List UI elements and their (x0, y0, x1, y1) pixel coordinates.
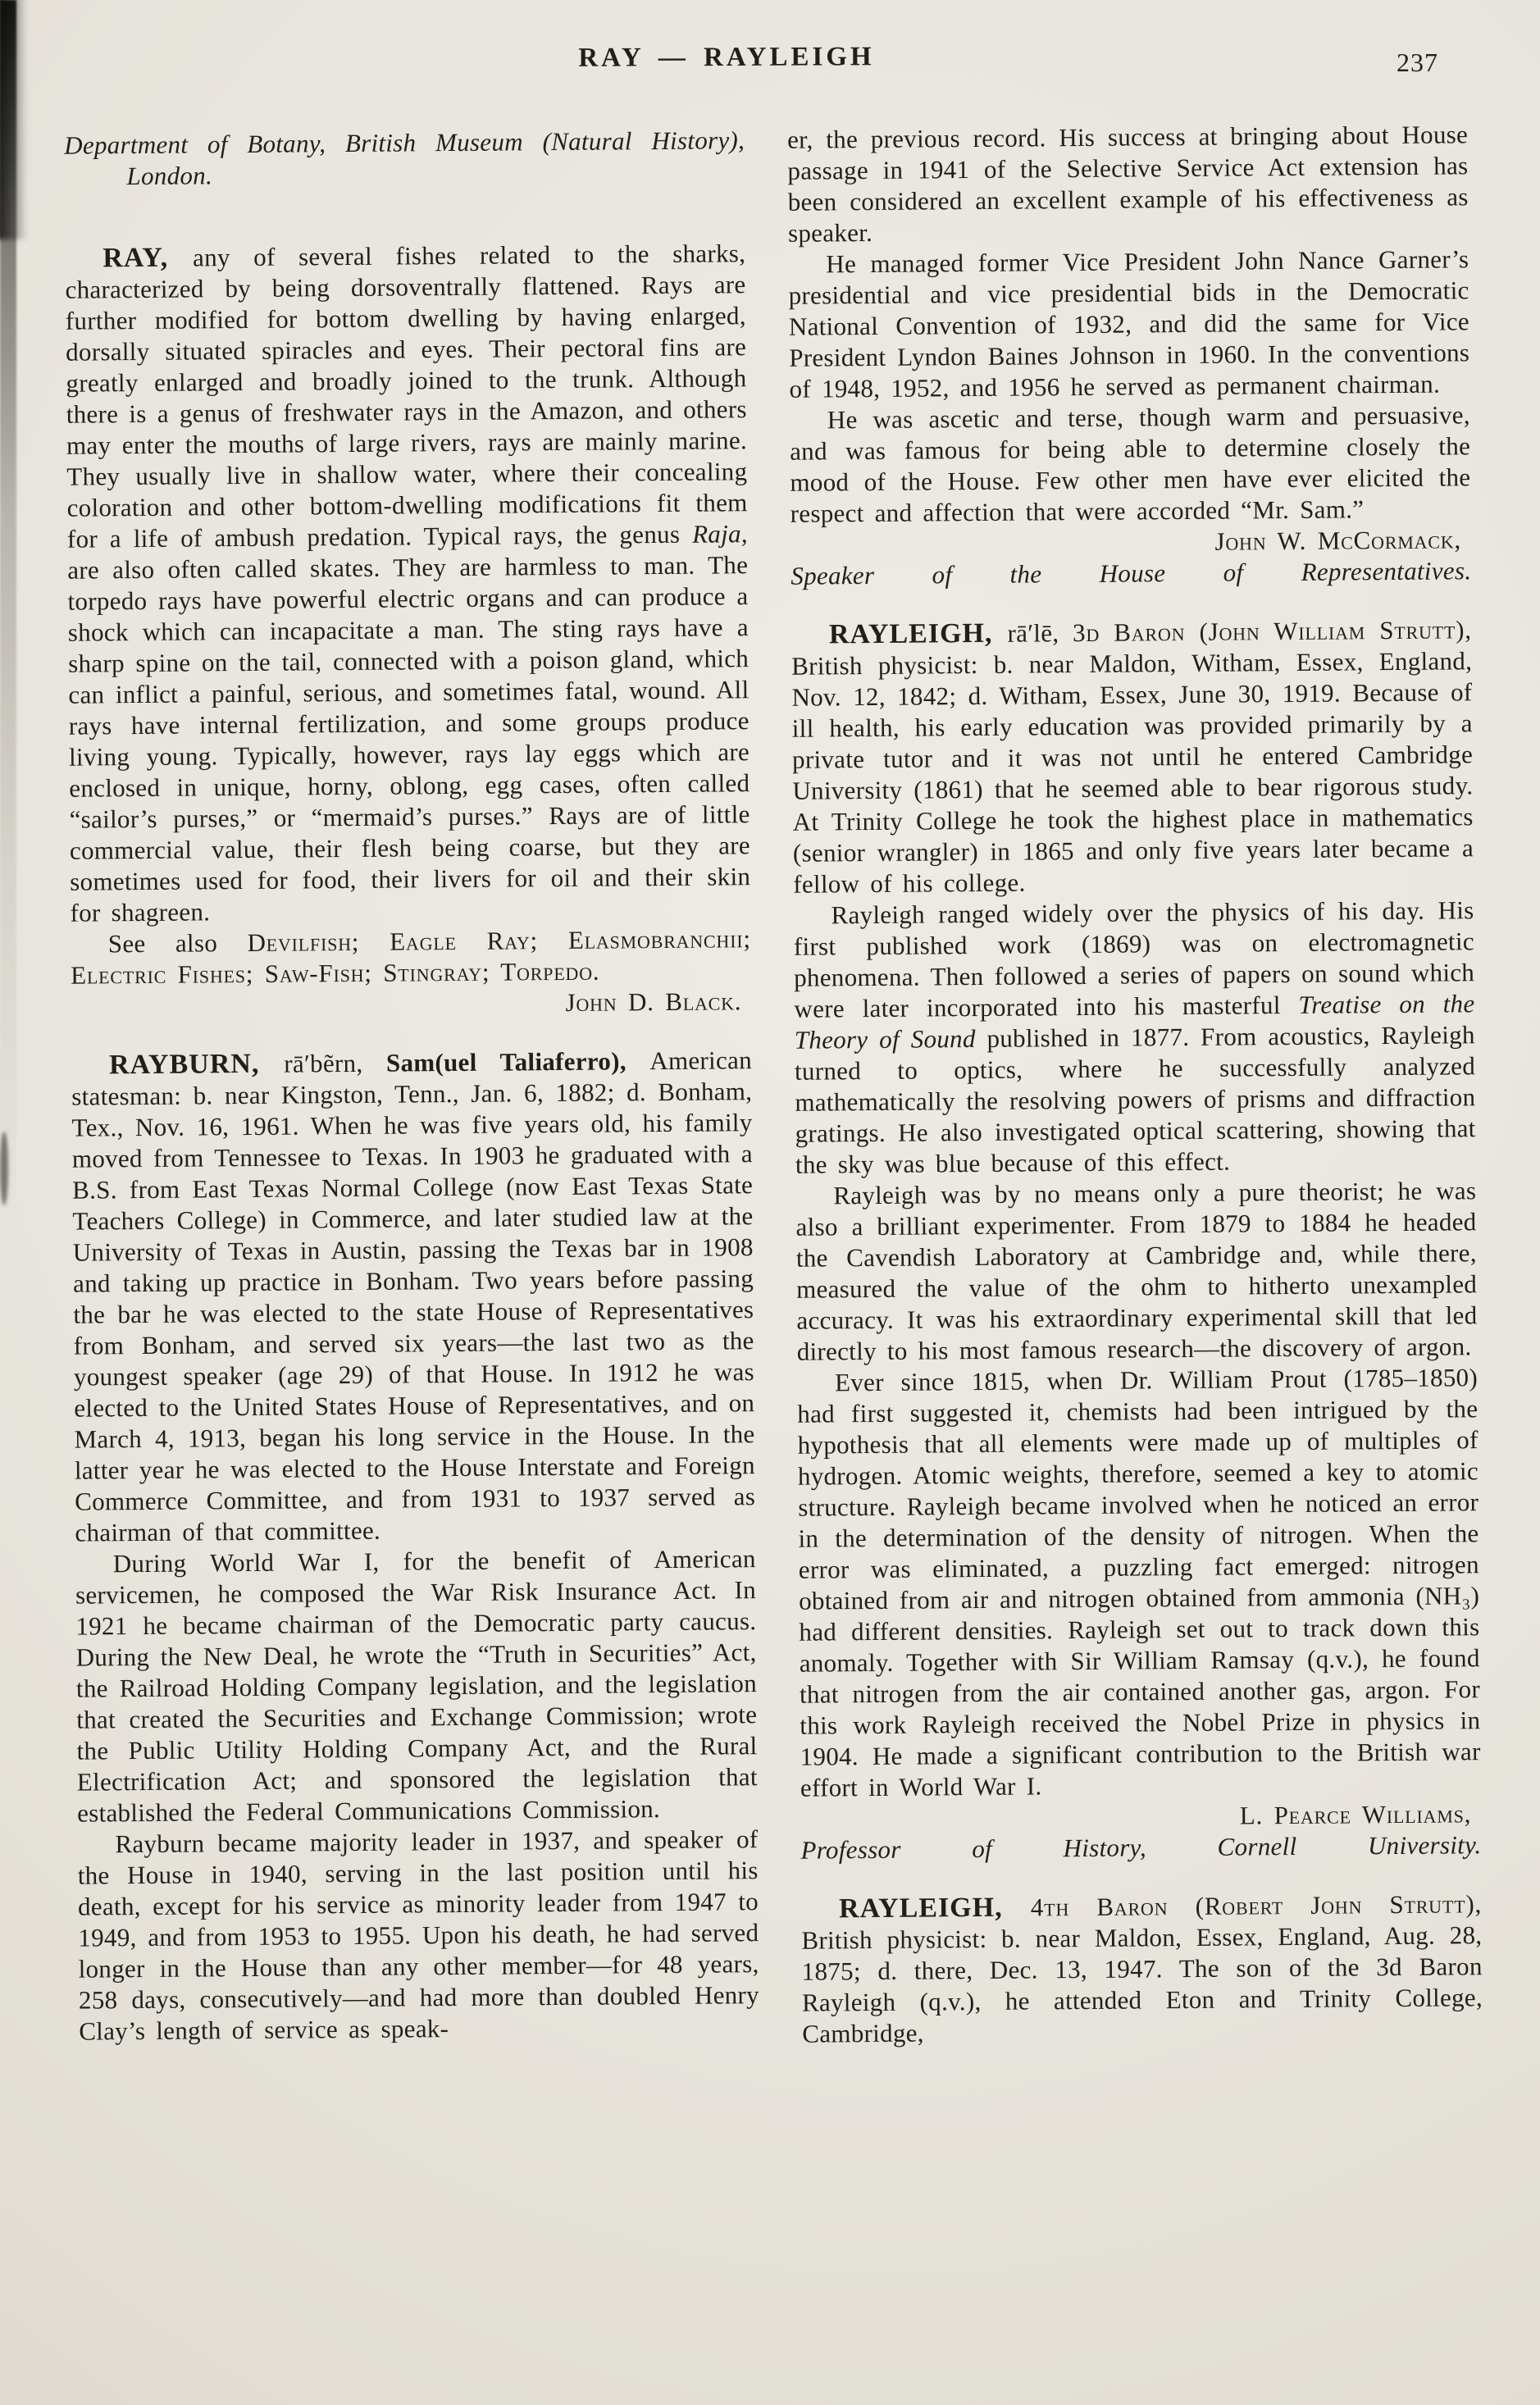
text-run: Rayburn became majority leader in 1937, and speaker of the House in 1940, serving in the last position until his death, except for his service as minority leader from 1947 to 1949, and from 1953 to 1955. Upon his death, he had served longer in the House than any other member—for 48 years, 258 days, consecutively—and had more than doubled Henry Clay’s length of service as speak- (77, 1824, 760, 2046)
entry-rayburn-continuation (787, 119, 1469, 249)
entry-rayleigh-3d-baron-lead (791, 614, 1474, 900)
text-run: rā′bẽrn, (284, 1048, 387, 1078)
text-run: Raja, (691, 519, 749, 549)
text-run: 4th Baron (Robert John Strutt), (1030, 1889, 1483, 1922)
text-run: See also (107, 927, 248, 959)
page-number: 237 (1396, 48, 1438, 77)
text-run: Professor of History, Cornell University. (800, 1830, 1482, 1865)
entry-rayleigh-signature (800, 1798, 1481, 1835)
entry-headword: RAYLEIGH, (828, 617, 1008, 650)
text-run: Ever since 1815, when Dr. William Prout (1785–1850) had first suggested it, chemists had been intrigued by the hypothesis that all elements were made up of multiples of hydrogen. Atomic weights, therefore, seemed a key to atomic structure. Rayleigh became involved when he noticed an error in the determination of the density of nitrogen. When the error was eliminated, a puzzling fact emerged: nitrogen obtained from air and nitrogen obtained from ammonia (NH₃) had different densities. Rayleigh set out to track down this anomaly. Together with Sir William Ramsay (q.v.), he found that nitrogen from the air contained another gas, argon. For this work Rayleigh received the Nobel Prize in physics in 1904. He made a significant contribution to the British war effort in World War I. (797, 1363, 1481, 1802)
entry-ray-see-also (71, 923, 752, 991)
entry-rayleigh-paragraph-3 (795, 1175, 1478, 1368)
text-run: 3d Baron (John William Strutt), (1072, 615, 1473, 648)
left-column (64, 125, 759, 2055)
entry-rayburn-paragraph-5 (788, 244, 1469, 405)
text-run: During World War I, for the benefit of American servicemen, he composed the War Risk Insurance Act. In 1921 he became chairman of the Democratic party caucus. During the New Deal, he wrote the “Truth in Securities” Act, the Railroad Holding Company legislation, and the legislation that created the Securities and Exchange Commission; wrote the Public Utility Holding Company Act, and the Rural Electrification Act; and sponsored the legislation that established the Federal Communications Commission. (75, 1544, 758, 1828)
text-run: He was ascetic and terse, though warm and persuasive, and was famous for being able to determine closely the mood of the House. Few other men have ever elicited the respect and affection that were accorded “Mr. Sam.” (789, 400, 1471, 528)
text-run: American statesman: b. near Kingston, Tenn., Jan. 6, 1882; d. Bonham, Tex., Nov. 16, 1961. When he was five years old, his family moved from Tennessee to Texas. In 1903 he graduated with a B.S. from East Texas Normal College (now East Texas State Teachers College) in Commerce, and later studied law at the University of Texas in Austin, passing the Texas bar in 1908 and taking up practice in Bonham. Two years before passing the bar he was elected to the state House of Representatives from Bonham, and served six years—the last two as the youngest speaker (age 29) of that House. In 1912 he was elected to the United States House of Representatives, and on March 4, 1913, began his long service in the House. In the latter year he was elected to the House Interstate and Foreign Commerce Committee, and from 1931 to 1937 served as chairman of that committee. (71, 1045, 756, 1547)
text-run: rā′lē, (1007, 618, 1073, 648)
text-run: er, the previous record. His success at bringing about House passage in 1941 of the Selective Service Act extension has been considered an excellent example of his effectiveness as speaker. (787, 120, 1469, 248)
scan-edge-speck (0, 1132, 8, 1205)
text-run: Rayleigh ranged widely over the physics of his day. His first published work (1869) was on electromagnetic phenomena. Then followed a series of papers on sound which were later incorporated into his masterful (793, 895, 1475, 1023)
running-header (64, 43, 1468, 80)
entry-rayleigh-paragraph-4 (797, 1362, 1481, 1804)
text-run: British physicist: b. near Maldon, Essex, England, Aug. 28, 1875; d. there, Dec. 13, 1947. The son of the 3d Baron Rayleigh (q.v.), he attended Eton and Trinity College, Cambridge, (801, 1920, 1483, 2048)
text-run: Devilfish; Eagle Ray; Elasmobranchii; Electric Fishes; Saw-Fish; Stingray; Torpedo. (70, 924, 751, 990)
attribution-continuation (64, 125, 745, 192)
text-run: Treatise on the Theory of Sound (794, 989, 1475, 1054)
entry-headword: RAYBURN, (108, 1048, 285, 1081)
entry-rayburn-paragraph-6 (790, 399, 1471, 530)
text-run: He managed former Vice President John Nance Garner’s presidential and vice presidential bids in the Democratic National Convention of 1932, and did the same for Vice President Lyndon Baines Johnson in 1960. In the conventions of 1948, 1952, and 1956 he served as permanent chairman. (788, 244, 1470, 403)
text-run: Rayleigh was by no means only a pure theorist; he was also a brilliant experimenter. From 1879 to 1884 he headed the Cavendish Laboratory at Cambridge and, while there, measured the value of the ohm to hitherto unexampled accuracy. It was his extraordinary experimental skill that led directly to his most famous research—the discovery of argon. (795, 1176, 1478, 1366)
entry-rayburn-paragraph-2 (75, 1543, 759, 1829)
entry-ray-lead (65, 238, 751, 928)
text-run: any of several fishes related to the sharks, characterized by being dorsoventrally flattened. Rays are further modified for bottom dwelling by having enlarged, dorsally situated spiracles and eyes. Their pectoral fins are greatly enlarged and broadly joined to the trunk. Although there is a genus of freshwater rays in the Amazon, and others may enter the mouths of large rivers, rays are mainly marine. They usually live in shallow water, where their concealing coloration and other bottom-dwelling modifications fit them for a life of ambush predation. Typical rays, the genus (65, 239, 748, 553)
entry-rayburn-signature (791, 524, 1471, 561)
running-head-title: RAY — RAYLEIGH (578, 42, 875, 73)
entry-ray-signature (71, 986, 751, 1023)
text-run: L. Pearce Williams, (1239, 1799, 1472, 1830)
text-run: John W. McCormack, (1214, 525, 1462, 556)
entry-rayleigh-signature-title (800, 1829, 1481, 1866)
entry-headword: RAY, (103, 242, 194, 274)
entry-rayburn-paragraph-3 (77, 1824, 759, 2047)
entry-rayburn-signature-title (791, 555, 1471, 592)
two-column-text-block (64, 119, 1483, 2055)
text-run: John D. Black. (565, 986, 742, 1017)
entry-rayburn-lead (71, 1045, 756, 1549)
text-run: Sam(uel Taliaferro), (385, 1046, 650, 1077)
text-run: are also often called skates. They are harmless to man. The torpedo rays have powerful electric organs and can produce a shock which can incapacitate a man. The sting rays have a sharp spine on the tail, connected with a poison gland, which can inflict a painful, serious, and sometimes fatal, wound. All rays have internal fertilization, and some groups produce living young. Typically, however, rays lay eggs which are enclosed in unique, horny, oblong, egg cases, often called “sailor’s purses,” or “mermaid’s purses.” Rays are of little commercial value, their flesh being coarse, but they are sometimes used for food, their livers for oil and their skin for shagreen. (67, 550, 751, 927)
text-run: British physicist: b. near Maldon, Witham, Essex, England, Nov. 12, 1842; d. Witham, Essex, June 30, 1919. Because of ill health, his early education was provided primarily by a private tutor and it was not until he entered Cambridge University (1861) that he seemed able to bear rigorous study. At Trinity College he took the highest place in mathematics (senior wrangler) in 1865 and only five years later became a fellow of his college. (791, 646, 1474, 899)
entry-rayleigh-4th-baron-lead (801, 1888, 1483, 2050)
entry-rayleigh-paragraph-2 (793, 895, 1476, 1181)
scan-corner-blotch (0, 0, 33, 239)
text-run: published in 1877. From acoustics, Rayleigh turned to optics, where he successfully analyzed mathematically the resolving powers of prisms and diffraction gratings. He also investigated optical scattering, showing that the sky was blue because of this effect. (794, 1020, 1476, 1179)
entry-headword: RAYLEIGH, (838, 1892, 1031, 1924)
right-column (787, 119, 1483, 2049)
text-run: Department of Botany, British Museum (Natural History), London. (64, 125, 745, 191)
text-run: Speaker of the House of Representatives. (791, 556, 1472, 590)
